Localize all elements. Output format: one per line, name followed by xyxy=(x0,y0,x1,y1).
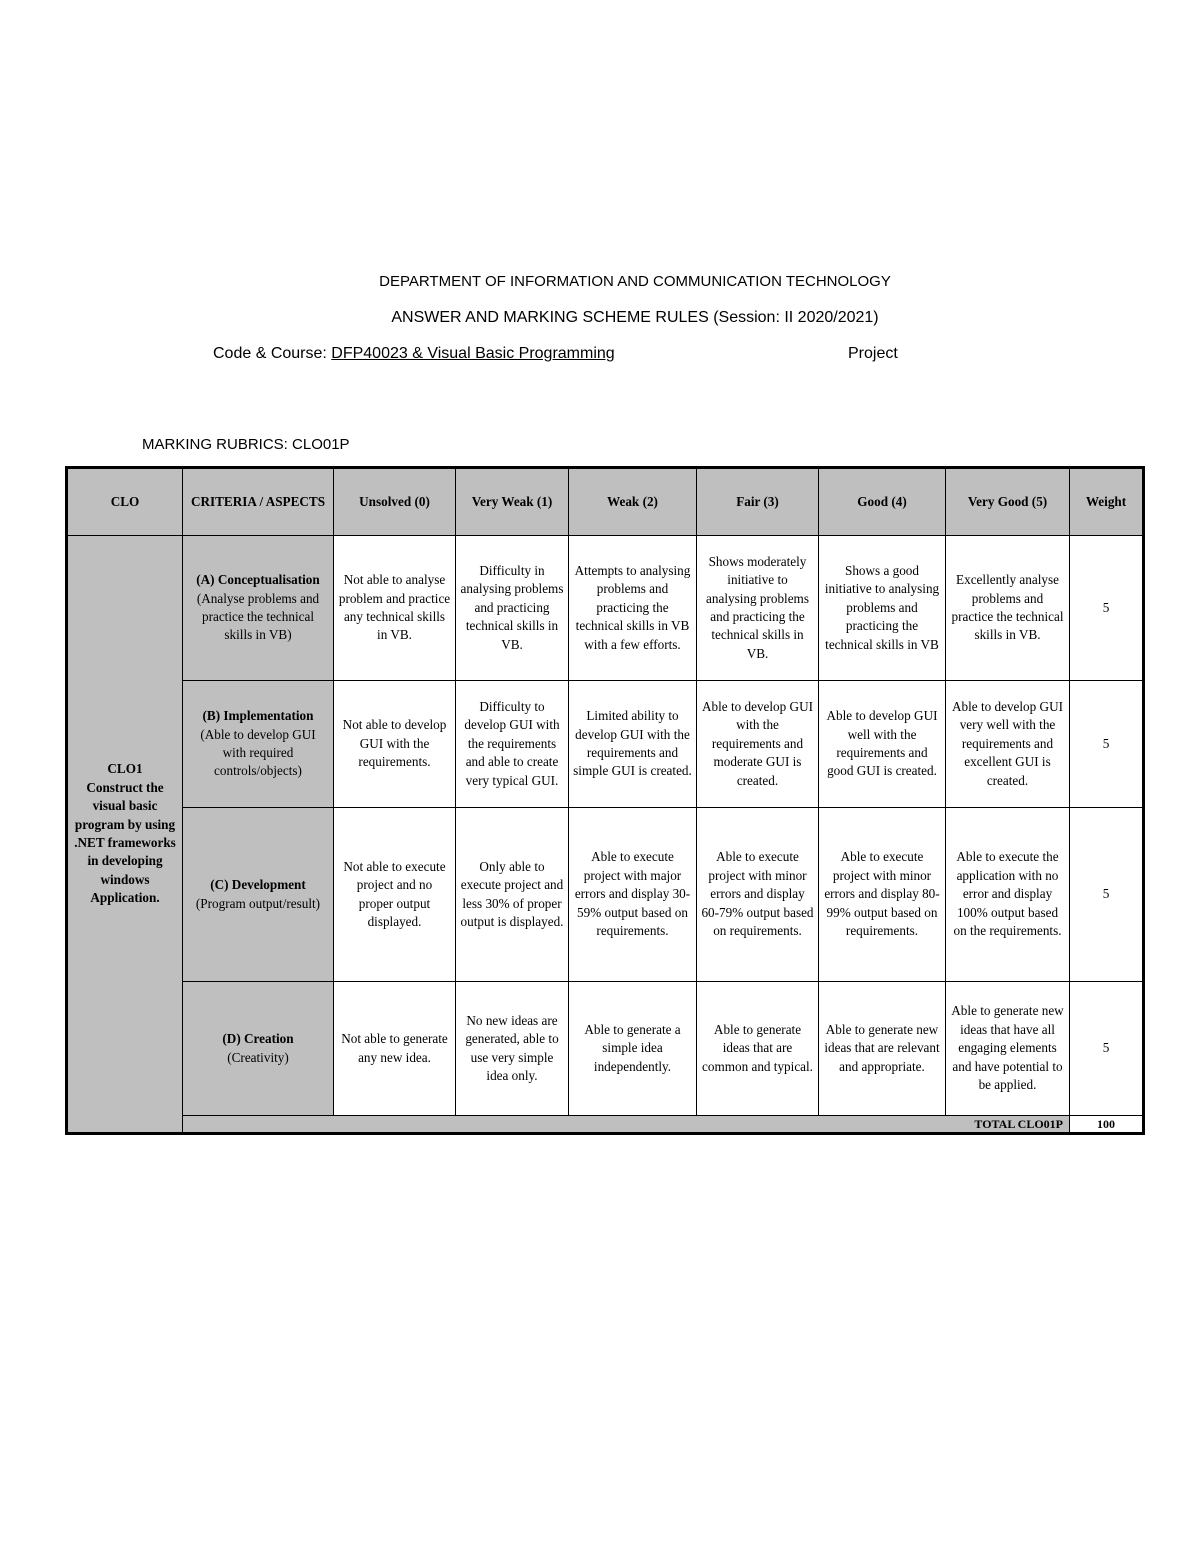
table-row xyxy=(67,681,1144,808)
header-row xyxy=(67,468,1144,536)
criteria-title: (B) Implementation xyxy=(202,708,314,724)
cell-very-good: Excellently analyse problems and practice the technical skills in VB. xyxy=(946,536,1070,681)
criteria-title: (C) Development xyxy=(210,877,306,893)
course-label: Code & Course: xyxy=(213,345,332,362)
total-row xyxy=(67,1116,1144,1134)
clo-code: CLO1 xyxy=(107,761,143,777)
col-good: Good (4) xyxy=(819,468,946,536)
cell-good: Shows a good initiative to analysing problems and practicing the technical skills in VB xyxy=(819,536,946,681)
cell-good: Able to execute project with minor errors and display 80-99% output based on requirements. xyxy=(819,808,946,982)
course-value: DFP40023 & Visual Basic Programming xyxy=(331,345,615,362)
cell-very-weak: Difficulty in analysing problems and practicing technical skills in VB. xyxy=(456,536,569,681)
department-title: DEPARTMENT OF INFORMATION AND COMMUNICATION TECHNOLOGY xyxy=(379,273,891,290)
cell-very-weak: No new ideas are generated, able to use very simple idea only. xyxy=(456,982,569,1116)
cell-weight: 5 xyxy=(1070,536,1144,681)
cell-unsolved: Not able to develop GUI with the requirements. xyxy=(334,681,456,808)
cell-weak: Able to execute project with major errors and display 30-59% output based on requirements. xyxy=(569,808,697,982)
col-very-weak: Very Weak (1) xyxy=(456,468,569,536)
cell-weight: 5 xyxy=(1070,681,1144,808)
clo-description: Construct the visual basic program by using .NET frameworks in developing windows Application. xyxy=(74,779,176,906)
cell-weak: Able to generate a simple idea independently. xyxy=(569,982,697,1116)
cell-fair: Shows moderately initiative to analysing problems and practicing the technical skills in VB. xyxy=(697,536,819,681)
table-row xyxy=(67,982,1144,1116)
cell-fair: Able to develop GUI with the requirements and moderate GUI is created. xyxy=(697,681,819,808)
cell-very-weak: Only able to execute project and less 30% of proper output is displayed. xyxy=(456,808,569,982)
cell-good: Able to develop GUI well with the requirements and good GUI is created. xyxy=(819,681,946,808)
table-row xyxy=(67,808,1144,982)
project-label: Project xyxy=(848,345,898,362)
criteria-title: (D) Creation xyxy=(222,1031,294,1047)
cell-fair: Able to execute project with minor errors and display 60-79% output based on requirements. xyxy=(697,808,819,982)
criteria-cell xyxy=(183,536,334,681)
cell-unsolved: Not able to generate any new idea. xyxy=(334,982,456,1116)
col-unsolved: Unsolved (0) xyxy=(334,468,456,536)
rubric-title: MARKING RUBRICS: CLO01P xyxy=(142,436,350,453)
total-label: TOTAL CLO01P xyxy=(183,1116,1070,1134)
criteria-subtitle: (Program output/result) xyxy=(195,895,321,911)
col-weight: Weight xyxy=(1070,468,1144,536)
marking-rubric-table xyxy=(65,466,1145,1135)
criteria-cell xyxy=(183,681,334,808)
col-fair: Fair (3) xyxy=(697,468,819,536)
criteria-subtitle: (Analyse problems and practice the technical skills in VB) xyxy=(196,590,320,643)
col-very-good: Very Good (5) xyxy=(946,468,1070,536)
criteria-subtitle: (Able to develop GUI with required controls/objects) xyxy=(200,726,316,779)
cell-very-weak: Difficulty to develop GUI with the requirements and able to create very typical GUI. xyxy=(456,681,569,808)
col-criteria: CRITERIA / ASPECTS xyxy=(183,468,334,536)
cell-good: Able to generate new ideas that are relevant and appropriate. xyxy=(819,982,946,1116)
cell-unsolved: Not able to analyse problem and practice any technical skills in VB. xyxy=(334,536,456,681)
cell-weight: 5 xyxy=(1070,808,1144,982)
clo-cell xyxy=(67,536,183,1134)
criteria-title: (A) Conceptualisation xyxy=(196,572,320,588)
cell-weak: Limited ability to develop GUI with the requirements and simple GUI is created. xyxy=(569,681,697,808)
cell-fair: Able to generate ideas that are common and typical. xyxy=(697,982,819,1116)
col-clo: CLO xyxy=(67,468,183,536)
criteria-cell xyxy=(183,808,334,982)
col-weak: Weak (2) xyxy=(569,468,697,536)
scheme-title: ANSWER AND MARKING SCHEME RULES (Session: II 2020/2021) xyxy=(391,309,879,326)
table-row xyxy=(67,536,1144,681)
cell-very-good: Able to generate new ideas that have all engaging elements and have potential to be applied. xyxy=(946,982,1070,1116)
cell-weak: Attempts to analysing problems and practicing the technical skills in VB with a few efforts. xyxy=(569,536,697,681)
total-value: 100 xyxy=(1070,1116,1144,1134)
cell-weight: 5 xyxy=(1070,982,1144,1116)
cell-very-good: Able to develop GUI very well with the requirements and excellent GUI is created. xyxy=(946,681,1070,808)
cell-very-good: Able to execute the application with no error and display 100% output based on the requirements. xyxy=(946,808,1070,982)
cell-unsolved: Not able to execute project and no proper output displayed. xyxy=(334,808,456,982)
course-line xyxy=(213,345,615,363)
criteria-subtitle: (Creativity) xyxy=(227,1049,289,1065)
criteria-cell xyxy=(183,982,334,1116)
